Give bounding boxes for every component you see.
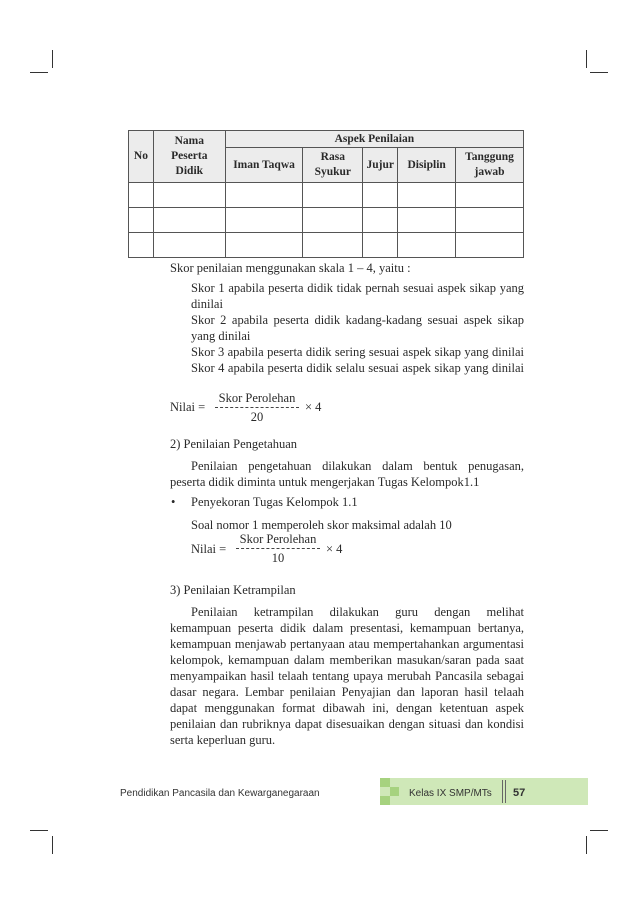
section-3-line: serta keperluan guru. xyxy=(170,733,276,747)
skor-1-line-2: dinilai xyxy=(191,297,223,311)
bullet-icon: • xyxy=(171,495,176,509)
footer-decor xyxy=(390,787,399,796)
crop-mark xyxy=(586,50,587,68)
section-3-line: kelompok, kemampuan dalam memberikan masukan/saran pada saat xyxy=(170,653,524,667)
section-2-heading: 2) Penilaian Pengetahuan xyxy=(170,437,298,451)
crop-mark xyxy=(590,830,608,831)
section-3-line: Penilaian ketrampilan dilakukan guru dengan melihat xyxy=(191,605,524,619)
crop-mark xyxy=(586,836,587,854)
skor-1-line-1: Skor 1 apabila peserta didik tidak pernah sesuai aspek sikap yang xyxy=(191,281,524,295)
formula-1-label: Nilai = xyxy=(170,400,206,414)
page-number: 57 xyxy=(513,787,526,799)
section-3-heading: 3) Penilaian Ketrampilan xyxy=(170,583,296,597)
header-tanggung: Tanggung jawab xyxy=(456,148,524,183)
header-jujur: Jujur xyxy=(363,148,398,183)
formula-2-multiplier: × 4 xyxy=(326,542,343,556)
table-row xyxy=(129,233,524,258)
section-3-line: penilaian dan rubriknya dapat disesuaikan dengan situasi dan kondisi xyxy=(170,717,524,731)
header-no: No xyxy=(129,131,154,183)
footer-grade: Kelas IX SMP/MTs xyxy=(409,788,492,799)
skor-2-line-1: Skor 2 apabila peserta didik kadang-kadang sesuai aspek sikap xyxy=(191,313,524,327)
formula-1-numerator: Skor Perolehan xyxy=(218,391,296,405)
formula-2-numerator: Skor Perolehan xyxy=(239,532,317,546)
skor-4: Skor 4 apabila peserta didik selalu sesuai aspek sikap yang dinilai xyxy=(191,361,524,375)
skor-intro: Skor penilaian menggunakan skala 1 – 4, yaitu : xyxy=(170,261,411,275)
section-3-line: dapat menggunakan format dibawah ini, dengan ketentuan aspek xyxy=(170,701,524,715)
header-rasa: Rasa Syukur xyxy=(303,148,363,183)
formula-2-denominator: 10 xyxy=(271,551,285,565)
header-disiplin: Disiplin xyxy=(398,148,456,183)
skor-3: Skor 3 apabila peserta didik sering sesuai aspek sikap yang dinilai xyxy=(191,345,524,359)
section-3-line: kemampuan peserta didik dalam presentasi, kemampuan bertanya, xyxy=(170,621,524,635)
header-aspek: Aspek Penilaian xyxy=(225,131,523,148)
crop-mark xyxy=(590,72,608,73)
table-row xyxy=(129,208,524,233)
crop-mark xyxy=(30,72,48,73)
footer-divider xyxy=(505,780,506,803)
skor-2-line-2: yang dinilai xyxy=(191,329,251,343)
formula-1-multiplier: × 4 xyxy=(305,400,322,414)
assessment-table xyxy=(128,130,524,258)
footer-divider xyxy=(502,780,503,803)
formula-2-fraction-bar xyxy=(236,548,320,549)
formula-2-label: Nilai = xyxy=(191,542,227,556)
section-2-para-line-1: Penilaian pengetahuan dilakukan dalam bentuk penugasan, xyxy=(191,459,524,473)
section-2-para-line-2: peserta didik diminta untuk mengerjakan Tugas Kelompok1.1 xyxy=(170,475,480,489)
section-2-bullet: Penyekoran Tugas Kelompok 1.1 xyxy=(191,495,358,509)
crop-mark xyxy=(52,50,53,68)
crop-mark xyxy=(30,830,48,831)
section-2-soal: Soal nomor 1 memperoleh skor maksimal adalah 10 xyxy=(191,518,452,532)
section-3-line: dasar negara. Lembar penilaian Penyajian dan laporan hasil telaah xyxy=(170,685,524,699)
header-iman: Iman Taqwa xyxy=(225,148,303,183)
formula-1-denominator: 20 xyxy=(250,410,264,424)
section-3-line: menyampaikan hasil telaah tentang upaya merubah Pancasila sebagai xyxy=(170,669,524,683)
table-row xyxy=(129,183,524,208)
footer-decor xyxy=(380,778,390,787)
header-nama: Nama Peserta Didik xyxy=(153,131,225,183)
formula-1-fraction-bar xyxy=(215,407,299,408)
footer-decor xyxy=(380,796,390,805)
section-3-line: kemampuan menjawab pertanyaan atau mempertahankan argumentasi xyxy=(170,637,524,651)
footer-book-title: Pendidikan Pancasila dan Kewarganegaraan xyxy=(120,788,320,799)
crop-mark xyxy=(52,836,53,854)
